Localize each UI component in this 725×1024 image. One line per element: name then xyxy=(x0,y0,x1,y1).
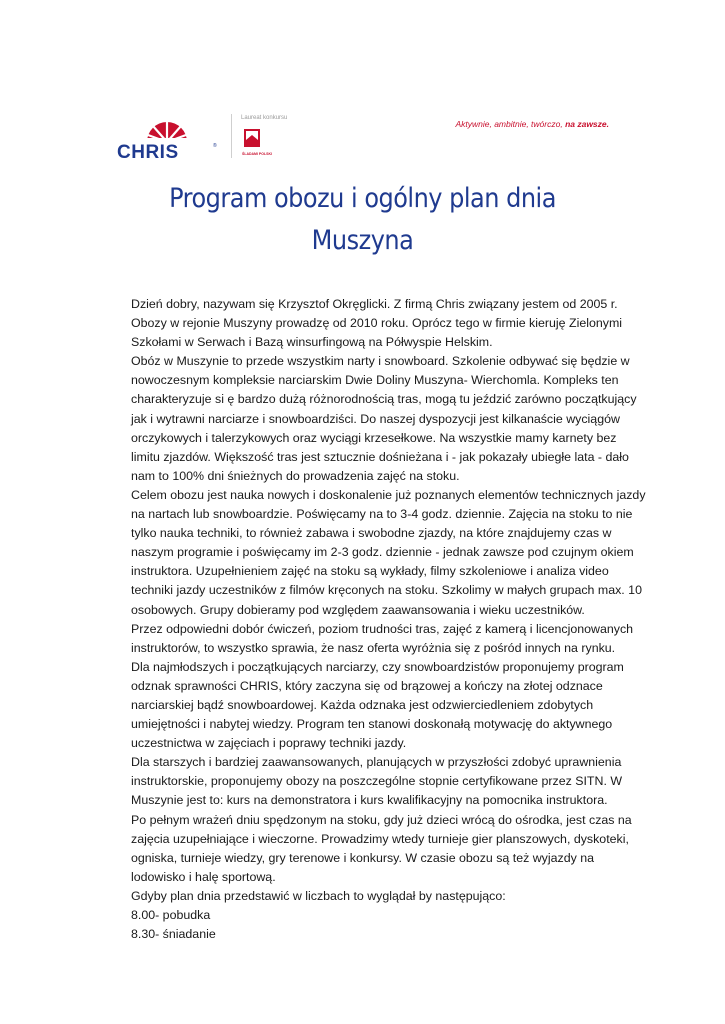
page-subtitle: Muszyna xyxy=(311,224,414,256)
schedule-item: 8.00- pobudka xyxy=(131,908,211,922)
slogan xyxy=(455,119,609,129)
award-logo-icon xyxy=(244,129,260,149)
paragraph-offer: Przez odpowiedni dobór ćwiczeń, poziom trudności tras, zajęć z kamerą i licencjonowanych instruktorów, to wszystko sprawia, że nasz oferta wyróżnia się z pośród innych na rynku. xyxy=(131,621,634,655)
award-text: ŚLADAMI POLSKI xyxy=(242,152,272,156)
chris-logo xyxy=(117,116,217,163)
slogan-main: Aktywnie, ambitnie, twórczo, xyxy=(455,119,566,129)
laureat-label: Laureat konkursu xyxy=(241,115,288,121)
header-divider xyxy=(231,114,232,158)
sunrise-logo-icon xyxy=(117,116,217,142)
paragraph-intro: Dzień dobry, nazywam się Krzysztof Okręglicki. Z firmą Chris związany jestem od 2005 r. Obozy w rejonie Muszyny prowadzę od 2010 roku. Oprócz tego w firmie kieruję Zielonymi Szkołami w Serwach i Bazą winsurfingową na Półwyspie Helskim. xyxy=(131,297,623,350)
document-body xyxy=(131,295,646,944)
registered-mark: ® xyxy=(213,143,217,149)
paragraph-camp: Obóz w Muszynie to przede wszystkim narty i snowboard. Szkolenie odbywać się będzie w nowoczesnym kompleksie narciarskim Dwie Doliny Muszyna- Wierchomla. Kompleks ten charakteryzuje si ę bardzo dużą różnorodnością tras, mogą tu jeździć zarówno początkujący jak i wytrawni narciarze i snowboardziści. Do naszej dyspozycji jest kilkanaście wyciągów orczykowych i talerzykowych oraz wyciągi krzesełkowe. Na wszystkie mamy karnety bez limitu zjazdów. Większość tras jest sztucznie dośnieżana i - jak pokazały ubiegłe lata - dało nam to 100% dni śnieżnych do prowadzenia zajęć na stoku. xyxy=(131,354,637,483)
page-title: Program obozu i ogólny plan dnia xyxy=(169,182,556,214)
paragraph-goal: Celem obozu jest nauka nowych i doskonalenie już poznanych elementów technicznych jazdy na nartach lub snowboardzie. Poświęcamy na to 3-4 godz. dziennie. Zajęcia na stoku to nie tylko nauka techniki, to również zabawa i swobodne zjazdy, na które znajdujemy czas w naszym programie i poświęcamy im 2-3 godz. dziennie - jednak zawsze pod czujnym okiem instruktora. Uzupełnieniem zajęć na stoku są wykłady, filmy szkoleniowe i analiza video techniki jazdy uczestników z filmów kręconych na stoku. Szkolimy w małych grupach max. 10 osobowych. Grupy dobieramy pod względem zaawansowania i wieku uczestników. xyxy=(131,487,646,617)
paragraph-schedule-intro: Gdyby plan dnia przedstawić w liczbach to wyglądał by następująco: xyxy=(131,888,506,903)
slogan-emphasis: na zawsze. xyxy=(565,119,609,129)
brand-name: CHRIS xyxy=(117,142,179,163)
paragraph-evening: Po pełnym wrażeń dniu spędzonym na stoku, gdy już dzieci wrócą do ośrodka, jest czas na zajęcia uzupełniające i wieczorne. Prowadzimy wtedy turnieje gier planszowych, dyskoteki, ogniska, turnieje wiedzy, gry terenowe i konkursy. W czasie obozu są też wyjazdy na lodowisko i halę sportową. xyxy=(131,812,632,884)
page-header xyxy=(117,112,609,164)
schedule-item: 8.30- śniadanie xyxy=(131,927,216,942)
paragraph-badges: Dla najmłodszych i początkujących narciarzy, czy snowboardzistów proponujemy program odznak sprawności CHRIS, który zaczyna się od brązowej a kończy na złotej odznace narciarskiej bądź snowboardowej. Każda odznaka jest odzwierciedleniem zdobytych umiejętności i nabytej wiedzy. Program ten stanowi doskonałą motywację do aktywnego uczestnictwa w zajęciach i poprawy techniki jazdy. xyxy=(131,659,624,751)
paragraph-advanced: Dla starszych i bardziej zaawansowanych, planujących w przyszłości zdobyć uprawnienia instruktorskie, proponujemy obozy na poszczególne stopnie certyfikowane przez SITN. W Muszynie jest to: kurs na demonstratora i kurs kwalifikacyjny na pomocnika instruktora. xyxy=(131,755,623,808)
